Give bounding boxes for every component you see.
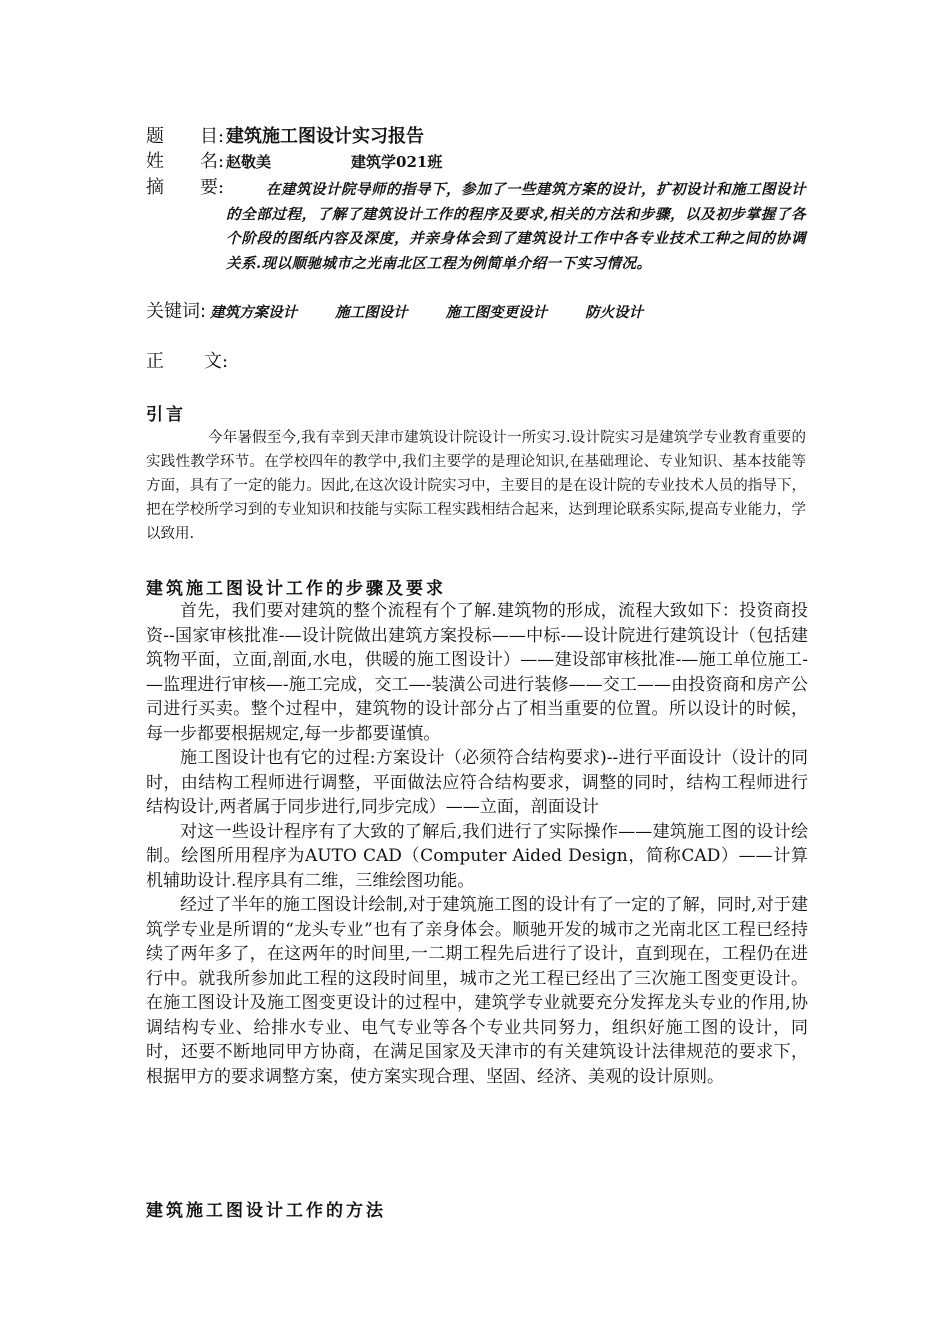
abstract-label: 摘 要: (146, 177, 225, 198)
keywords-row (146, 300, 681, 325)
method-heading: 建筑施工图设计工作的方法 (146, 1201, 386, 1221)
keyword-item: 施工图设计 (335, 304, 408, 321)
intro-section (146, 426, 806, 546)
name-row (146, 150, 442, 174)
steps-section (146, 599, 808, 1089)
title-label: 题 目: (146, 126, 225, 147)
title-row (146, 125, 424, 149)
body-label (146, 350, 228, 374)
author-class: 建筑学021班 (351, 153, 443, 171)
body-paragraph: 经过了半年的施工图设计绘制,对于建筑施工图的设计有了一定的了解，同时,对于建筑学专业是所谓的“龙头专业”也有了亲身体会。顺驰开发的城市之光南北区工程已经持续了两年多了，在这两年的时间里,一二期工程先后进行了设计，直到现在，工程仍在进行中。就我所参加此工程的这段时间里，城市之光工程已经出了三次施工图变更设计。在施工图设计及施工图变更设计的过程中，建筑学专业就要充分发挥龙头专业的作用,协调结构专业、给排水专业、电气专业等各个专业共同努力，组织好施工图的设计，同时，还要不断地同甲方协商，在满足国家及天津市的有关建筑设计法律规范的要求下，根据甲方的要求调整方案，使方案实现合理、坚固、经济、美观的设计原则。 (146, 895, 808, 1087)
keyword-item: 建筑方案设计 (210, 304, 298, 321)
keywords-label: 关键词: (146, 301, 207, 322)
name-label: 姓 名: (146, 151, 225, 172)
abstract-text: 在建筑设计院导师的指导下，参加了一些建筑方案的设计，扩初设计和施工图设计的全部过程，了解了建筑设计工作的程序及要求,相关的方法和步骤，以及初步掌握了各个阶段的图纸内容及深度，并亲身体会到了建筑设计工作中各专业技术工种之间的协调关系.现以顺驰城市之光南北区工程为例简单介绍一下实习情况。 (226, 181, 806, 272)
steps-heading: 建筑施工图设计工作的步骤及要求 (146, 579, 446, 599)
body-paragraph: 首先，我们要对建筑的整个流程有个了解.建筑物的形成，流程大致如下：投资商投资--国家审核批准-—设计院做出建筑方案投标——中标-—设计院进行建筑设计（包括建筑物平面，立面,剖面,水电，供暖的施工图设计）——建设部审核批准-—施工单位施工-—监理进行审核—-施工完成，交工—-装潢公司进行装修——交工——由投资商和房产公司进行买卖。整个过程中，建筑物的设计部分占了相当重要的位置。所以设计的时候，每一步都要根据规定,每一步都要谨慎。 (146, 601, 808, 744)
keyword-item: 施工图变更设计 (445, 304, 548, 321)
keyword-item: 防火设计 (585, 304, 644, 321)
body-paragraph: 施工图设计也有它的过程:方案设计（必须符合结构要求)--进行平面设计（设计的同时，由结构工程师进行调整，平面做法应符合结构要求，调整的同时，结构工程师进行结构设计,两者属于同步进行,同步完成）——立面，剖面设计 (146, 748, 808, 817)
body-label-first: 正 (146, 351, 164, 372)
body-paragraph: 对这一些设计程序有了大致的了解后,我们进行了实际操作——建筑施工图的设计绘制。绘图所用程序为AUTO CAD（Computer Aided Design，简称CAD）——计算机辅助设计.程序具有二维，三维绘图功能。 (146, 821, 808, 891)
author-name: 赵敬美 (226, 153, 272, 171)
intro-paragraph: 今年暑假至今,我有幸到天津市建筑设计院设计一所实习.设计院实习是建筑学专业教育重要的实践性教学环节。在学校四年的教学中,我们主要学的是理论知识,在基础理论、专业知识、基本技能等方面，具有了一定的能力。因此,在这次设计院实习中，主要目的是在设计院的专业技术人员的指导下，把在学校所学习到的专业知识和技能与实际工程实践相结合起来，达到理论联系实际,提高专业能力，学以致用. (146, 430, 806, 542)
body-label-second: 文: (204, 351, 229, 372)
intro-heading: 引言 (146, 405, 186, 425)
report-title: 建筑施工图设计实习报告 (226, 126, 424, 147)
